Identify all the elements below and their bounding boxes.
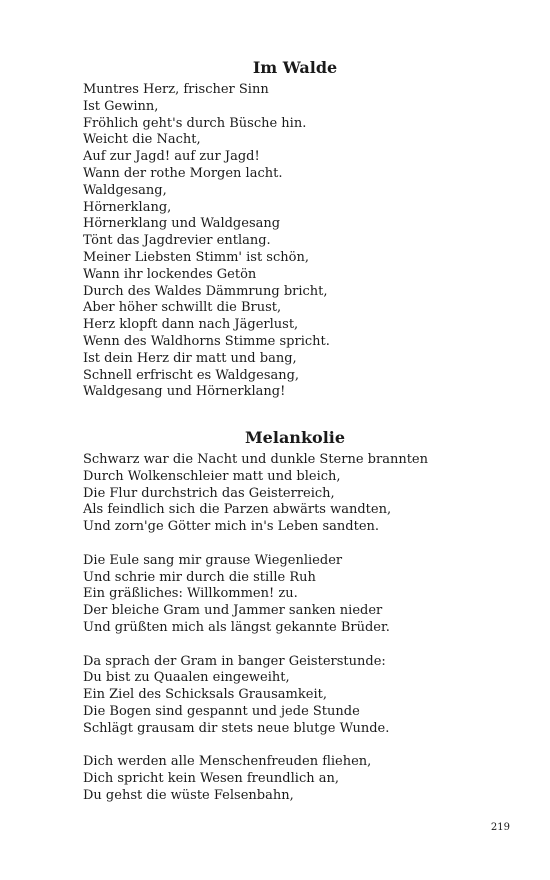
stanza-gap [83,738,523,755]
poem-line: Waldgesang und Hörnerklang! [83,384,286,400]
poem-body-melankolie [83,452,523,805]
poem-line: Dich spricht kein Wesen freundlich an, [83,771,339,787]
poem-line: Weicht die Nacht, [83,132,201,148]
poem-line: Und zorn'ge Götter mich in's Leben sandten. [83,519,380,535]
poem-line: Tönt das Jagdrevier entlang. [83,233,271,249]
poem-line: Fröhlich geht's durch Büsche hin. [83,115,307,131]
poem-line: Schlägt grausam dir stets neue blutge Wunde. [83,720,390,736]
poem-line: Da sprach der Gram in banger Geisterstunde: [83,653,386,669]
poem-line: Durch Wolkenschleier matt und bleich, [83,468,341,484]
poem-line: Waldgesang, [83,182,167,198]
poem-line: Aber höher schwillt die Brust, [83,300,282,316]
poem-line: Durch des Waldes Dämmrung bricht, [83,283,328,299]
poem-line: Wann ihr lockendes Getön [83,266,257,282]
poem-line: Du gehst die wüste Felsenbahn, [83,787,294,803]
poem-line: Die Eule sang mir grause Wiegenlieder [83,552,343,568]
poem-line: Wenn des Waldhorns Stimme spricht. [83,333,330,349]
poem-line: Auf zur Jagd! auf zur Jagd! [83,149,260,165]
poem-line: Und schrie mir durch die stille Ruh [83,569,316,585]
poem-title-melankolie: Melankolie [244,428,346,447]
poem-line: Schnell erfrischt es Waldgesang, [83,367,300,383]
poem-line: Hörnerklang und Waldgesang [83,216,281,232]
poem-line: Ist dein Herz dir matt und bang, [83,350,297,366]
poem-line: Wann der rothe Morgen lacht. [83,165,283,181]
poem-line: Hörnerklang, [83,199,172,215]
stanza-gap [83,536,523,553]
poem-line: Muntres Herz, frischer Sinn [83,82,269,97]
poem-line: Du bist zu Quaalen eingeweiht, [83,670,290,686]
poem-line: Ein Ziel des Schicksals Grausamkeit, [83,687,327,703]
poem-line: Der bleiche Gram und Jammer sanken nieder [83,603,383,619]
poem-body-im-walde [83,82,523,401]
poem-line: Die Bogen sind gespannt und jede Stunde [83,703,360,719]
stanza-gap [83,637,523,654]
poem-line: Und grüßten mich als längst gekannte Brüder. [83,619,390,635]
poem-line: Ist Gewinn, [83,98,159,114]
poem-line: Schwarz war die Nacht und dunkle Sterne brannten [83,452,428,467]
poem-line: Herz klopft dann nach Jägerlust, [83,317,299,333]
poem-line: Dich werden alle Menschenfreuden fliehen, [83,754,372,770]
poem-line: Ein gräßliches: Willkommen! zu. [83,586,298,602]
poem-line: Die Flur durchstrich das Geisterreich, [83,485,335,501]
page-number: 219 [490,822,510,833]
poem-line: Meiner Liebsten Stimm' ist schön, [83,249,309,265]
poem-line: Als feindlich sich die Parzen abwärts wandten, [83,502,392,518]
poem-title-im-walde: Im Walde [252,58,338,77]
